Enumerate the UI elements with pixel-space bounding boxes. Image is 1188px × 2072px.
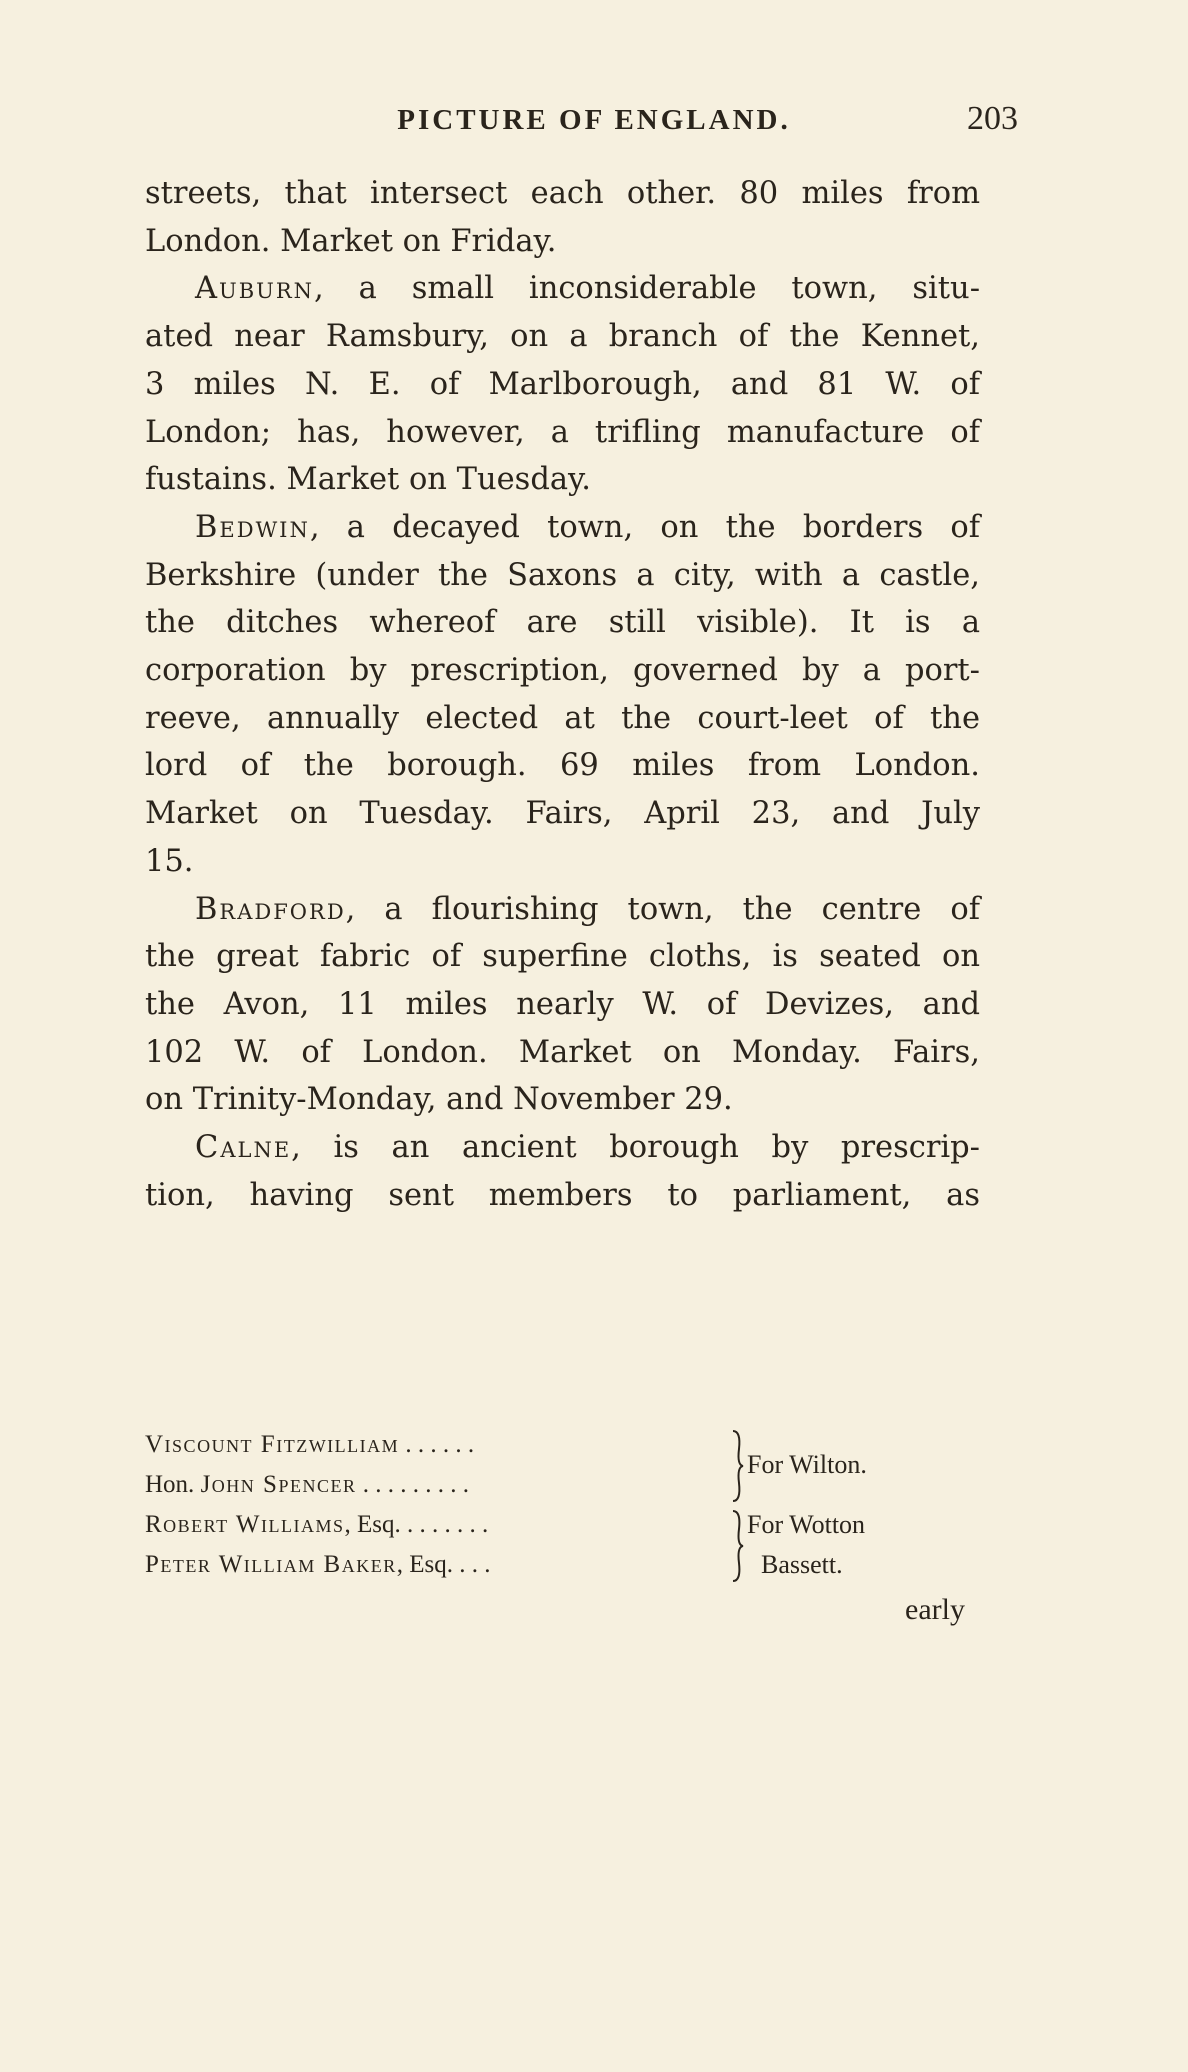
member-name: Robert Williams — [145, 1511, 345, 1538]
entry-calne — [145, 1124, 980, 1172]
entry-text: , a small inconsiderable town, situ- — [314, 271, 980, 307]
member-suffix: , Esq — [396, 1551, 447, 1578]
page-header — [0, 100, 1188, 144]
entry-bedwin — [145, 504, 980, 552]
leader-dots: . . . . . . — [399, 1431, 475, 1458]
page-number: 203 — [967, 100, 1018, 137]
entry-heading: Auburn — [195, 271, 315, 307]
text-line: ated near Ramsbury, on a branch of the Kennet, — [145, 319, 980, 355]
footnote-note-wotton: For Wotton — [747, 1510, 866, 1539]
catchword: early — [905, 1593, 965, 1626]
text-line: the great fabric of superfine cloths, is seated on — [145, 939, 980, 975]
running-title: PICTURE OF ENGLAND. — [397, 104, 791, 136]
text-line: Market on Tuesday. Fairs, April 23, and July — [145, 796, 980, 832]
member-name: Peter William Baker — [145, 1551, 397, 1578]
member-prefix: Hon. — [145, 1471, 201, 1498]
text-line: 102 W. of London. Market on Monday. Fairs, — [145, 1034, 980, 1070]
text-line: tion, having sent members to parliament, as — [145, 1177, 980, 1213]
entry-text: , is an ancient borough by prescrip- — [291, 1130, 980, 1166]
text-line: Berkshire (under the Saxons a city, with a castle, — [145, 557, 980, 593]
text-line: 15. — [145, 843, 194, 879]
brace-icon — [731, 1509, 745, 1583]
text-line: streets, that intersect each other. 80 miles from — [145, 176, 980, 211]
body-text — [145, 170, 980, 1219]
leader-dots: . . . . . . . . . — [356, 1471, 469, 1498]
member-name: Viscount Fitzwilliam — [145, 1431, 400, 1458]
entry-auburn — [145, 265, 980, 313]
text-line: London. Market on Friday. — [145, 223, 557, 259]
entry-bradford — [145, 886, 980, 934]
text-line: the ditches whereof are still visible). It is a — [145, 605, 980, 641]
text-line: reeve, annually elected at the court-leet of the — [145, 700, 980, 736]
text-line: on Trinity-Monday, and November 29. — [145, 1082, 733, 1118]
text-line: London; has, however, a trifling manufacture of — [145, 414, 980, 450]
footnote-row — [145, 1425, 995, 1465]
entry-heading: Bedwin — [195, 509, 310, 545]
member-name: John Spencer — [200, 1471, 357, 1498]
footnote-note-wilton: For Wilton. — [747, 1450, 867, 1479]
text-line: fustains. Market on Tuesday. — [145, 462, 591, 498]
footnote-row — [145, 1545, 995, 1585]
text-line: lord of the borough. 69 miles from London. — [145, 748, 980, 784]
member-suffix: , Esq — [344, 1511, 395, 1538]
entry-text: , a decayed town, on the borders of — [309, 509, 980, 545]
footnote-row — [145, 1465, 995, 1505]
text-line: the Avon, 11 miles nearly W. of Devizes, and — [145, 986, 980, 1022]
footnote-row — [145, 1505, 995, 1545]
footnote-note-bassett: Bassett. — [761, 1550, 843, 1579]
text-line: corporation by prescription, governed by a port- — [145, 653, 980, 689]
leader-dots: . . . . . . . . — [394, 1511, 489, 1538]
leader-dots: . . . . — [446, 1551, 491, 1578]
text-line: 3 miles N. E. of Marlborough, and 81 W. of — [145, 366, 980, 402]
entry-heading: Bradford — [195, 891, 346, 927]
entry-text: , a flourishing town, the centre of — [345, 891, 980, 927]
entry-heading: Calne — [195, 1130, 292, 1166]
footnote-members — [145, 1425, 995, 1585]
brace-icon — [731, 1429, 745, 1503]
